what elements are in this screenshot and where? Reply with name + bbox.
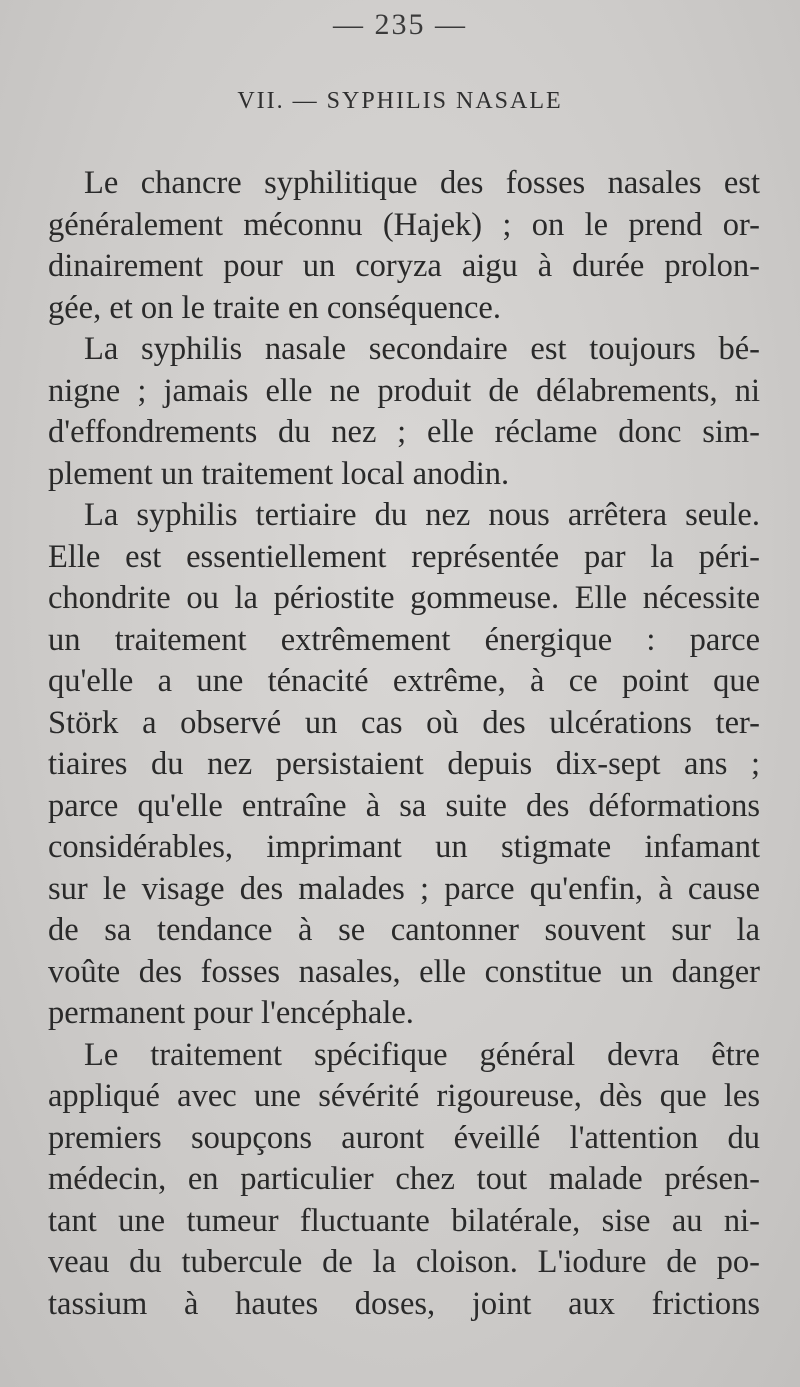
paragraph-3-line-6: Störk a observé un cas où des ulcérations ter- — [48, 704, 760, 741]
paragraph-1-line-1: Le chancre syphilitique des fosses nasales est — [84, 165, 760, 201]
paragraph-2-line-2: nigne ; jamais elle ne produit de délabrements, ni — [48, 372, 760, 409]
paragraph-4-line-1: Le traitement spécifique général devra être — [84, 1036, 760, 1073]
paragraph-2-line-3: d'effondrements du nez ; elle réclame donc sim- — [48, 414, 760, 450]
paragraph-4-line-6: veau du tubercule de la cloison. L'iodure de po- — [48, 1244, 760, 1280]
paragraph-3-line-11: de sa tendance à se cantonner souvent sur la — [48, 912, 760, 948]
paragraph-3-line-8: parce qu'elle entraîne à sa suite des déformations — [48, 787, 760, 824]
paragraph-3-line-12: voûte des fosses nasales, elle constitue un danger — [48, 953, 760, 990]
paragraph-3-line-10: sur le visage des malades ; parce qu'enfin, à cause — [48, 870, 760, 907]
paragraph-4-line-3: premiers soupçons auront éveillé l'attention du — [48, 1119, 760, 1156]
paragraph-4-line-2: appliqué avec une sévérité rigoureuse, dès que les — [48, 1078, 760, 1114]
paragraph-4-line-4: médecin, en particulier chez tout malade présen- — [48, 1161, 760, 1197]
paragraph-3-line-4: un traitement extrêmement énergique : parce — [48, 621, 760, 658]
paragraph-3-line-3: chondrite ou la périostite gommeuse. Elle nécessite — [48, 580, 760, 616]
paragraph-1-line-4: gée, et on le traite en conséquence. — [48, 289, 501, 326]
paragraph-4-line-7: tassium à hautes doses, joint aux frictions — [48, 1285, 760, 1322]
body-text — [48, 163, 760, 1325]
paragraph-2-line-1: La syphilis nasale secondaire est toujours bé- — [84, 331, 760, 367]
running-head: VII. — SYPHILIS NASALE — [237, 88, 563, 114]
paragraph-3-line-7: tiaires du nez persistaient depuis dix-sept ans ; — [48, 746, 760, 782]
paragraph-4-line-5: tant une tumeur fluctuante bilatérale, sise au ni- — [48, 1202, 760, 1239]
paragraph-3-line-2: Elle est essentiellement représentée par la péri- — [48, 538, 760, 575]
paragraph-1-line-2: généralement méconnu (Hajek) ; on le prend or- — [48, 206, 760, 243]
paragraph-3-line-9: considérables, imprimant un stigmate infamant — [48, 829, 760, 865]
paragraph-2-line-4: plement un traitement local anodin. — [48, 455, 510, 492]
paragraph-3-line-1: La syphilis tertiaire du nez nous arrêtera seule. — [84, 497, 760, 533]
paragraph-1-line-3: dinairement pour un coryza aigu à durée prolon- — [48, 248, 760, 284]
page-number: — 235 — — [333, 8, 467, 41]
paragraph-3-line-5: qu'elle a une ténacité extrême, à ce point que — [48, 663, 760, 699]
paragraph-3-line-13: permanent pour l'encéphale. — [48, 995, 414, 1031]
